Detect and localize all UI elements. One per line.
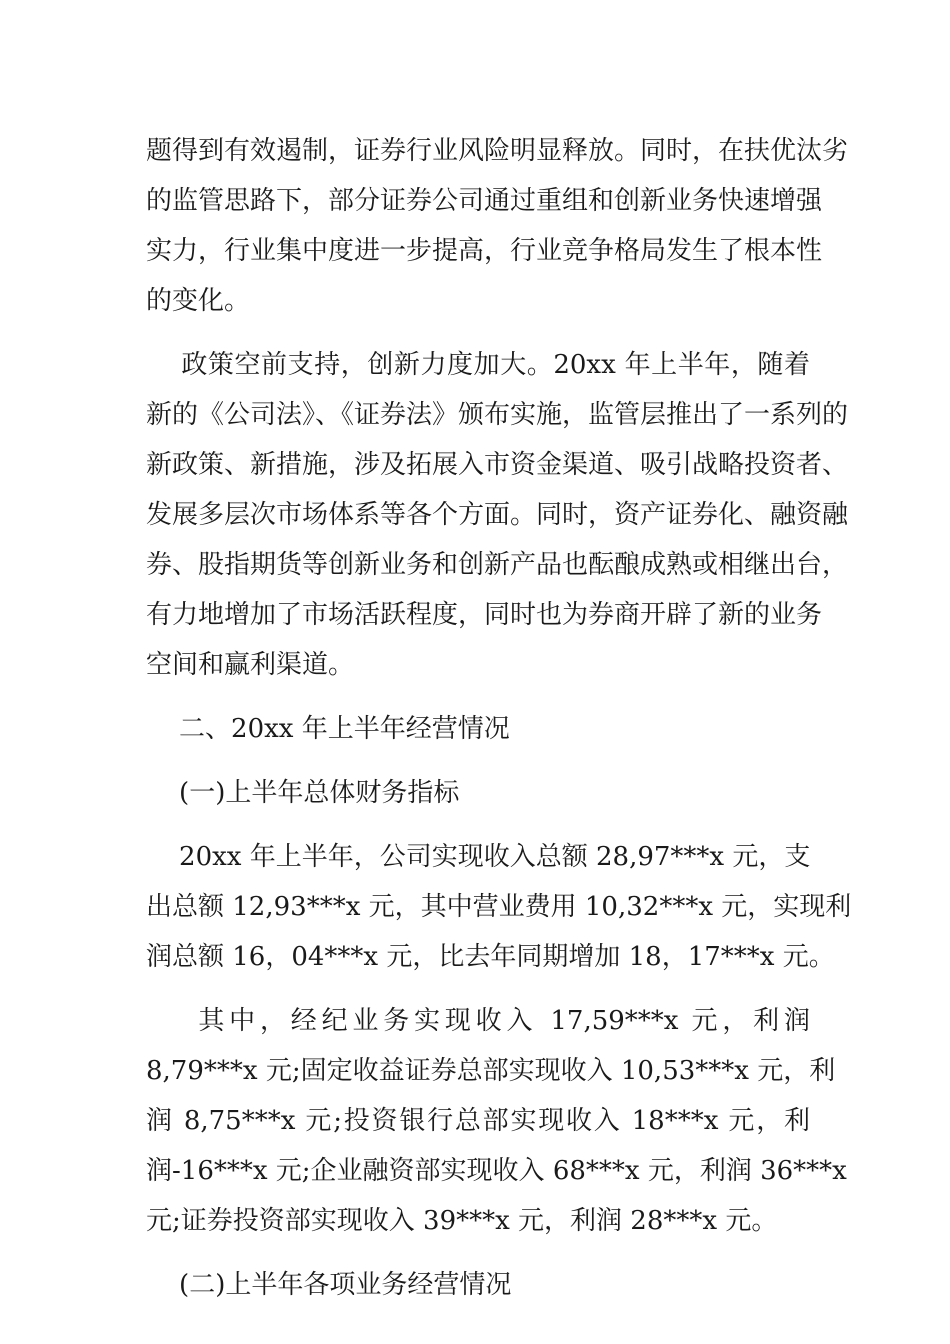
text-line: 的变化。 bbox=[146, 286, 251, 316]
text-line: 出总额 12,93***x 元，其中营业费用 10,32***x 元，实现利 bbox=[146, 892, 852, 922]
text-line: 20xx 年上半年，公司实现收入总额 28,97***x 元，支 bbox=[146, 842, 811, 872]
text-line: 新政策、新措施，涉及拓展入市资金渠道、吸引战略投资者、 bbox=[146, 450, 849, 480]
document-body bbox=[146, 126, 852, 1310]
text-line: 新的《公司法》、《证券法》颁布实施，监管层推出了一系列的 bbox=[146, 400, 849, 430]
text-line: 润-16***x 元;企业融资部实现收入 68***x 元，利润 36***x bbox=[146, 1156, 847, 1186]
text-line: 券、股指期货等创新业务和创新产品也酝酿成熟或相继出台， bbox=[146, 550, 849, 580]
paragraph-financial-totals bbox=[146, 832, 852, 982]
paragraph-industry-risk bbox=[146, 126, 849, 326]
text-line: 政策空前支持，创新力度加大。20xx 年上半年，随着 bbox=[146, 350, 810, 380]
heading-line: 二、20xx 年上半年经营情况 bbox=[146, 714, 510, 744]
text-line: 润 8,75***x 元;投资银行总部实现收入 18***x 元，利 bbox=[146, 1106, 810, 1136]
subheading-financial-indicators bbox=[146, 768, 810, 818]
paragraph-policy-support bbox=[146, 340, 849, 690]
text-line: 其中，经纪业务实现收入 17,59***x 元，利润 bbox=[146, 1006, 810, 1036]
text-line: 空间和赢利渠道。 bbox=[146, 650, 355, 680]
subheading-business-operations bbox=[146, 1260, 810, 1310]
section-heading-operations bbox=[146, 704, 810, 754]
heading-line: (二)上半年各项业务经营情况 bbox=[146, 1270, 512, 1300]
text-line: 有力地增加了市场活跃程度，同时也为券商开辟了新的业务 bbox=[146, 600, 823, 630]
text-line: 题得到有效遏制，证券行业风险明显释放。同时，在扶优汰劣 bbox=[146, 136, 849, 166]
text-line: 的监管思路下，部分证券公司通过重组和创新业务快速增强 bbox=[146, 186, 823, 216]
text-line: 实力，行业集中度进一步提高，行业竞争格局发生了根本性 bbox=[146, 236, 823, 266]
text-line: 元;证券投资部实现收入 39***x 元，利润 28***x 元。 bbox=[146, 1206, 778, 1236]
text-line: 发展多层次市场体系等各个方面。同时，资产证券化、融资融 bbox=[146, 500, 849, 530]
text-line: 润总额 16，04***x 元，比去年同期增加 18，17***x 元。 bbox=[146, 942, 835, 972]
text-line: 8,79***x 元;固定收益证券总部实现收入 10,53***x 元，利 bbox=[146, 1056, 836, 1086]
paragraph-business-breakdown bbox=[146, 996, 847, 1246]
heading-line: (一)上半年总体财务指标 bbox=[146, 778, 460, 808]
